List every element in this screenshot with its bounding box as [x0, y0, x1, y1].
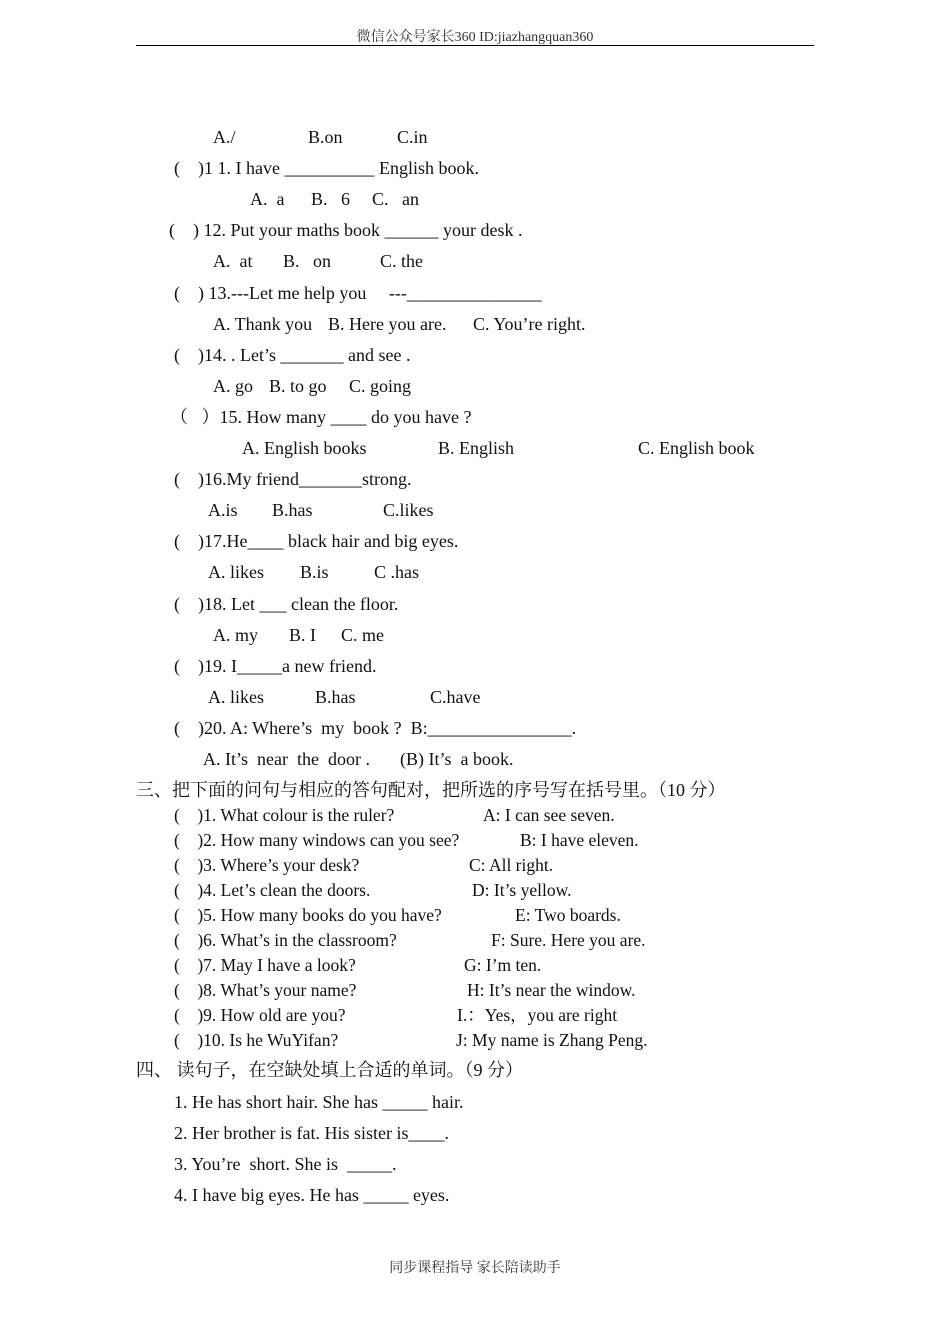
match-question: ( )5. How many books do you have?: [174, 905, 442, 925]
option: B.on: [308, 127, 343, 147]
option: A. likes: [208, 562, 264, 582]
fill-item: 1. He has short hair. She has _____ hair.: [174, 1092, 464, 1112]
question-stem: ( )1 1. I have __________ English book.: [174, 158, 479, 178]
option: A. my: [213, 625, 258, 645]
match-answer: I.：Yes，you are right: [457, 1005, 618, 1025]
option: B. Here you are.: [328, 314, 447, 334]
match-answer: D: It’s yellow.: [472, 880, 572, 900]
fill-item: 4. I have big eyes. He has _____ eyes.: [174, 1185, 450, 1205]
option: A.is: [208, 500, 238, 520]
option: C .has: [374, 562, 419, 582]
option: C.likes: [383, 500, 434, 520]
match-question: ( )3. Where’s your desk?: [174, 855, 360, 875]
question-stem: ( )19. I_____a new friend.: [174, 656, 377, 676]
match-answer: B: I have eleven.: [520, 830, 639, 850]
match-question: ( )1. What colour is the ruler?: [174, 805, 395, 825]
match-answer: F: Sure. Here you are.: [491, 930, 646, 950]
match-question: ( )8. What’s your name?: [174, 980, 357, 1000]
question-stem: （ ）15. How many ____ do you have ?: [170, 407, 472, 427]
option: A. at: [213, 251, 253, 271]
match-question: ( )7. May I have a look?: [174, 955, 356, 975]
option: (B) It’s a book.: [400, 749, 514, 769]
option: A. It’s near the door .: [203, 749, 370, 769]
question-stem: ( ) 12. Put your maths book ______ your desk .: [169, 220, 523, 240]
section-title: 四、 读句子，在空缺处填上合适的单词。（9 分）: [136, 1060, 523, 1080]
fill-item: 2. Her brother is fat. His sister is____.: [174, 1123, 449, 1143]
match-answer: H: It’s near the window.: [467, 980, 636, 1000]
question-stem: ( )18. Let ___ clean the floor.: [174, 594, 399, 614]
option: B. on: [283, 251, 332, 271]
match-question: ( )9. How old are you?: [174, 1005, 346, 1025]
match-answer: C: All right.: [469, 855, 554, 875]
option: A. a: [250, 189, 285, 209]
option: B. 6: [311, 189, 351, 209]
page-footer: 同步课程指导 家长陪读助手: [389, 1261, 561, 1276]
option: C.have: [430, 687, 481, 707]
fill-item: 3. You’re short. She is _____.: [174, 1154, 397, 1174]
header-rule: [136, 45, 814, 46]
section-title: 三、把下面的问句与相应的答句配对，把所选的序号写在括号里。（10 分）: [136, 780, 726, 800]
option: B.has: [315, 687, 356, 707]
option: A./: [213, 127, 236, 147]
match-answer: G: I’m ten.: [464, 955, 542, 975]
option: C. an: [372, 189, 419, 209]
page-header: 微信公众号家长360 ID:jiazhangquan360: [356, 30, 594, 45]
question-stem: ( )20. A: Where’s my book ? B:________________.: [174, 718, 577, 738]
question-stem: ( ) 13.---Let me help you ---_______________: [174, 283, 542, 303]
match-question: ( )2. How many windows can you see?: [174, 830, 460, 850]
option: C. the: [380, 251, 423, 271]
match-question: ( )6. What’s in the classroom?: [174, 930, 397, 950]
option: B. to go: [269, 376, 327, 396]
question-stem: ( )16.My friend_______strong.: [174, 469, 412, 489]
option: C. me: [341, 625, 384, 645]
match-question: ( )10. Is he WuYifan?: [174, 1030, 339, 1050]
option: C.in: [397, 127, 428, 147]
option: A. Thank you: [213, 314, 313, 334]
option: C. You’re right.: [473, 314, 586, 334]
option: A. go: [213, 376, 253, 396]
option: A. English books: [242, 438, 367, 458]
option: A. likes: [208, 687, 264, 707]
option: B. English: [438, 438, 515, 458]
option: C. going: [349, 376, 412, 396]
match-question: ( )4. Let’s clean the doors.: [174, 880, 371, 900]
option: C. English book: [638, 438, 755, 458]
option: B. I: [289, 625, 316, 645]
option: B.is: [300, 562, 329, 582]
question-stem: ( )14. . Let’s _______ and see .: [174, 345, 411, 365]
match-answer: J: My name is Zhang Peng.: [456, 1030, 648, 1050]
match-answer: E: Two boards.: [515, 905, 621, 925]
question-stem: ( )17.He____ black hair and big eyes.: [174, 531, 459, 551]
match-answer: A: I can see seven.: [483, 805, 615, 825]
option: B.has: [272, 500, 313, 520]
